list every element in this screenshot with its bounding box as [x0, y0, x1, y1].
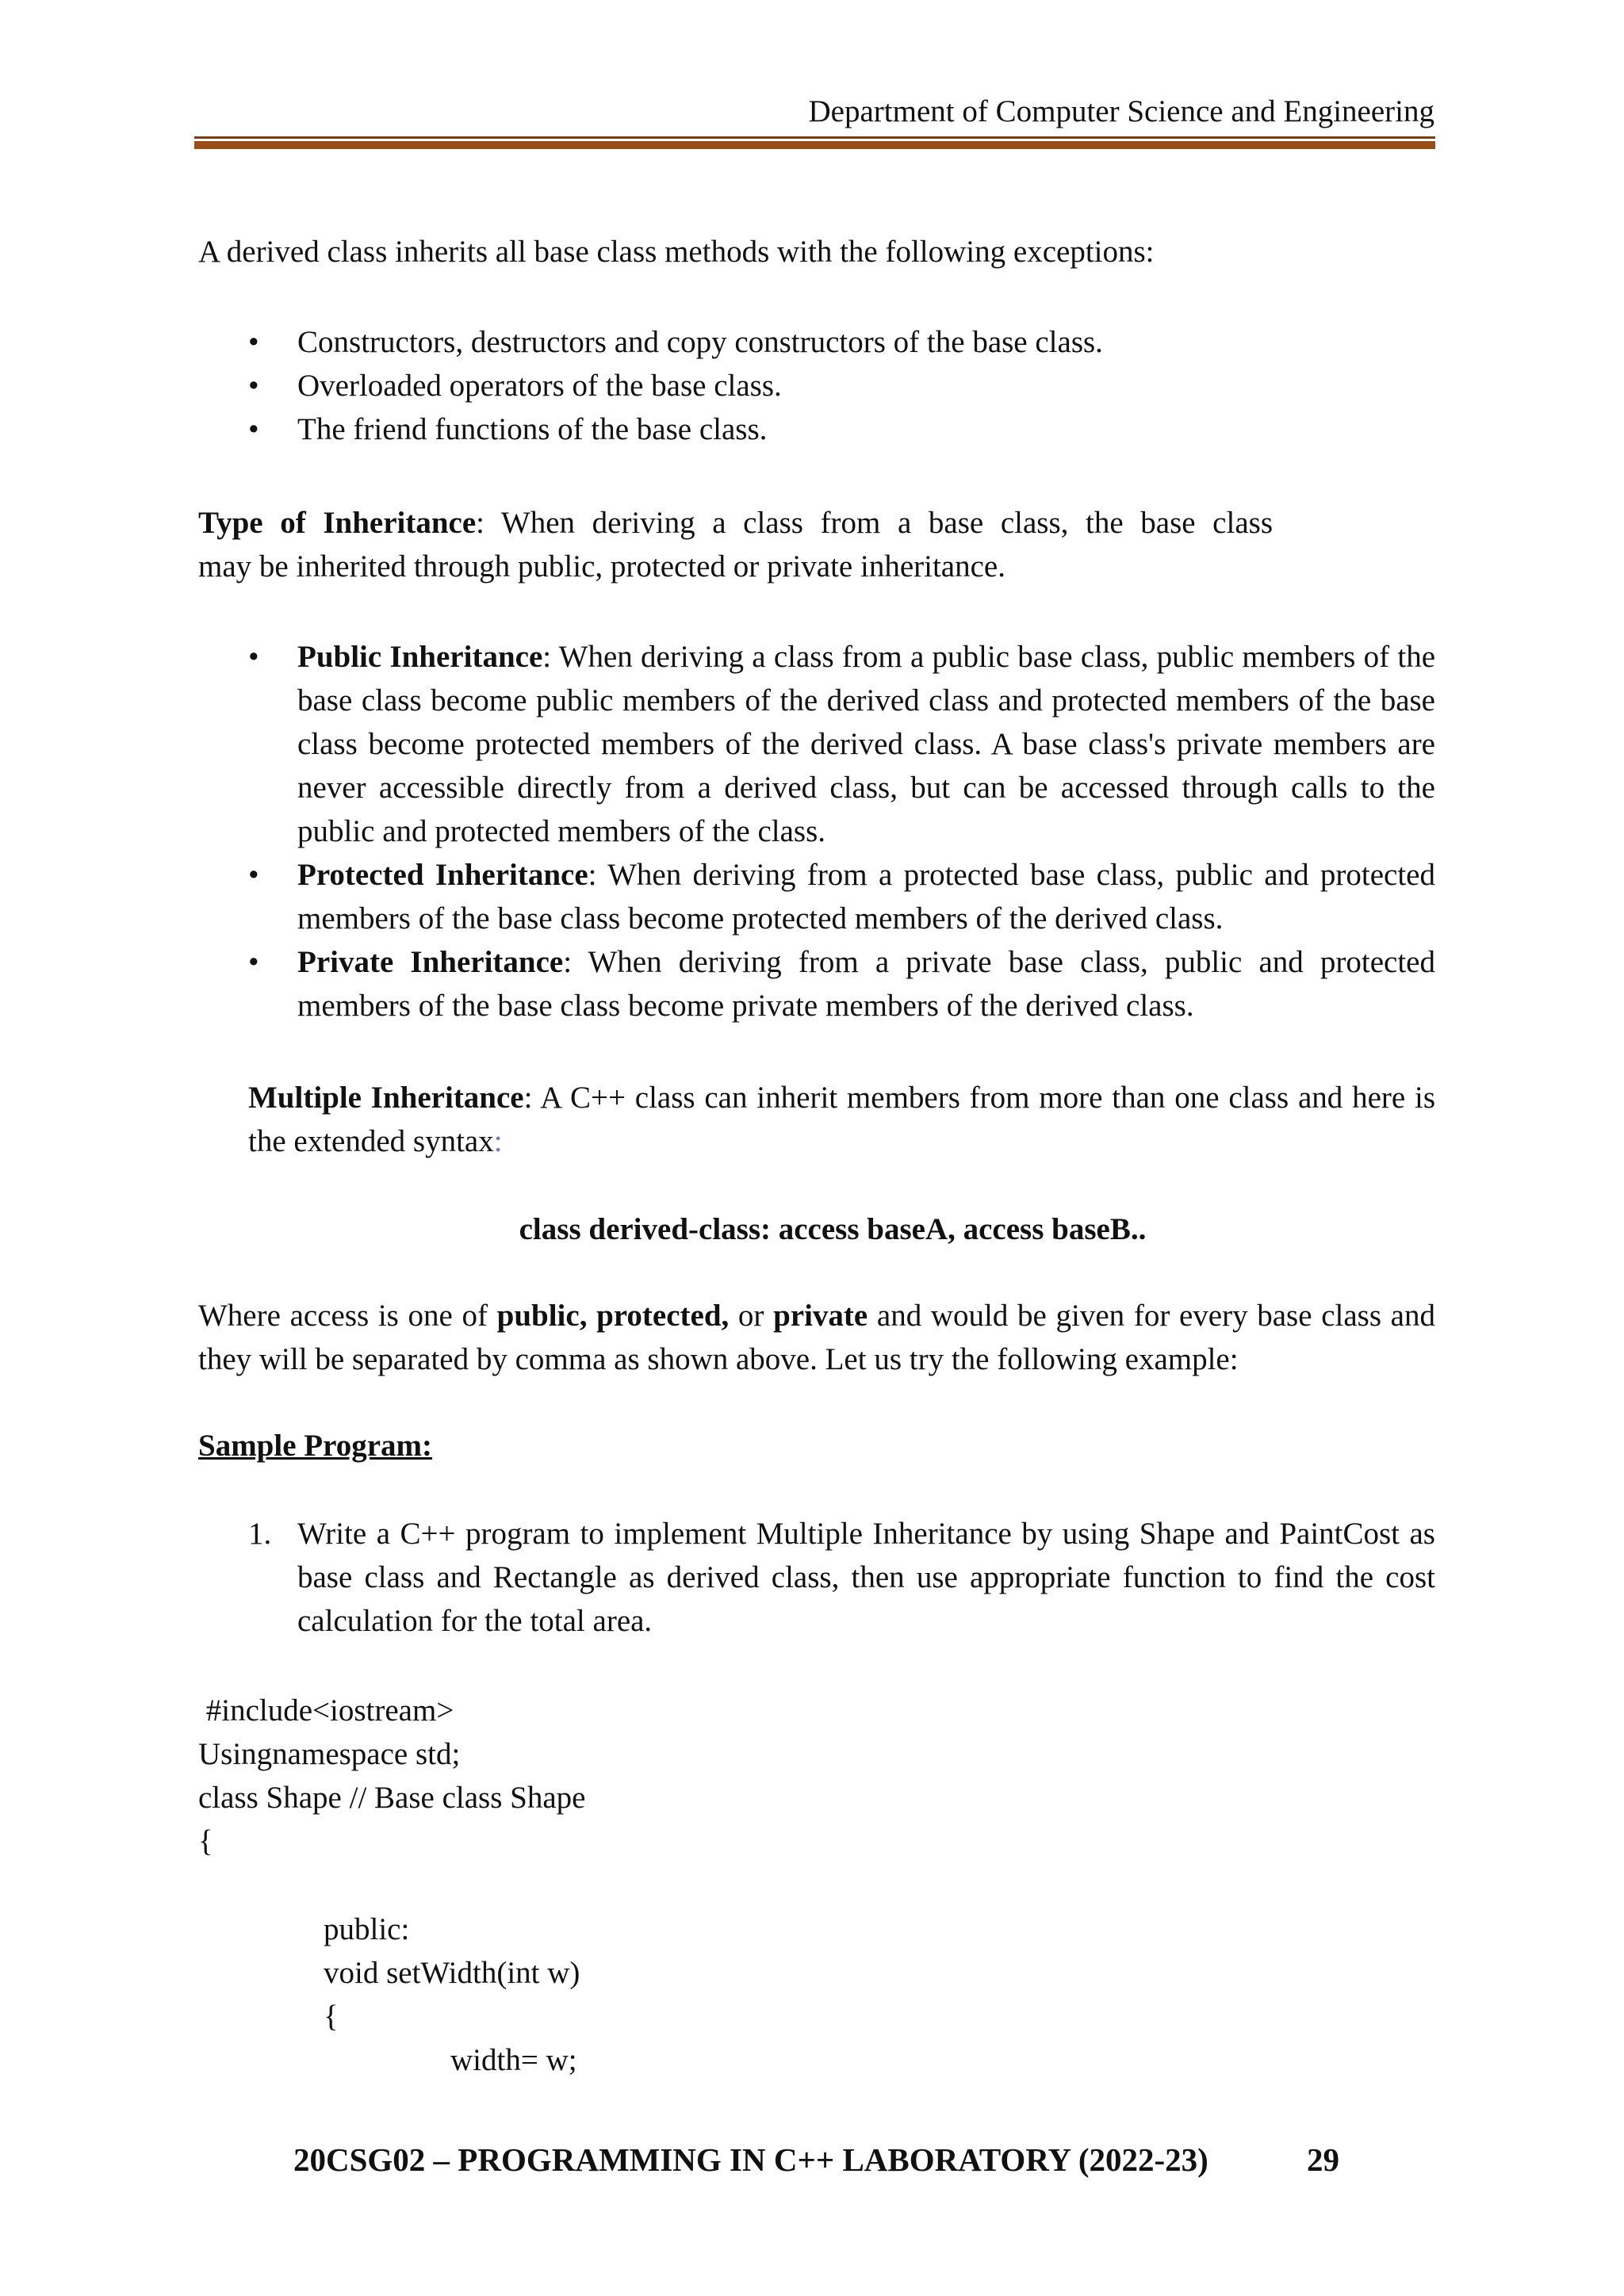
- list-item: • Public Inheritance: When deriving a class from a public base class, public members of the base class become public members of the derived class and protected members of the base class become protected members of the derived class. A base class's private members are never accessible directly from a derived class, but can be accessed through calls to the public and protected members of the class.: [297, 635, 1435, 853]
- code-line: public:: [324, 1912, 410, 1946]
- code-line: class Shape // Base class Shape: [198, 1781, 586, 1815]
- footer-page-number: 29: [1307, 2141, 1339, 2178]
- footer-course-title: 20CSG02 – PROGRAMMING IN C++ LABORATORY (2022-23): [293, 2141, 1208, 2178]
- code-line: width= w;: [450, 2043, 577, 2077]
- code-line: #include<iostream>: [198, 1693, 454, 1728]
- bullet-icon: •: [248, 640, 259, 674]
- multiple-inheritance-paragraph: Multiple Inheritance: A C++ class can inherit members from more than one class and here is the extended syntax:: [248, 1081, 1435, 1158]
- header-rule-thick: [194, 141, 1435, 149]
- exceptions-list: [248, 320, 1435, 451]
- code-line: {: [324, 1999, 339, 2034]
- code-line: void setWidth(int w): [324, 1956, 580, 1990]
- type-of-inheritance-line2: may be inherited through public, protected or private inheritance.: [198, 549, 1005, 584]
- code-line: Usingnamespace std;: [198, 1737, 461, 1771]
- bullet-icon: •: [248, 858, 259, 892]
- inheritance-types-list: [248, 635, 1435, 1027]
- sample-program-heading: Sample Program:: [198, 1429, 432, 1463]
- where-access-paragraph: Where access is one of public, protected, or private and would be given for every base class and they will be separated by comma as shown above. Let us try the following example:: [198, 1299, 1435, 1376]
- question-number: 1.: [248, 1517, 272, 1551]
- list-item: • Overloaded operators of the base class.: [297, 364, 1435, 408]
- list-item: • Protected Inheritance: When deriving from a protected base class, public and protected members of the base class become protected members of the derived class.: [297, 853, 1435, 940]
- code-line: {: [198, 1824, 213, 1858]
- list-item: • Private Inheritance: When deriving from a private base class, public and protected members of the base class become private members of the derived class.: [297, 940, 1435, 1027]
- question-text: Write a C++ program to implement Multiple Inheritance by using Shape and PaintCost as base class and Rectangle as derived class, then use appropriate function to find the cost calculation for the total area.: [297, 1517, 1435, 1638]
- list-item: • Constructors, destructors and copy constructors of the base class.: [297, 320, 1435, 364]
- bullet-icon: •: [248, 369, 259, 403]
- bullet-icon: •: [248, 325, 259, 359]
- syntax-line: class derived-class: access baseA, access baseB..: [519, 1212, 1147, 1246]
- bullet-icon: •: [248, 945, 259, 979]
- page-header-department: Department of Computer Science and Engineering: [808, 94, 1434, 128]
- bullet-icon: •: [248, 412, 259, 446]
- type-of-inheritance-line1: Type of Inheritance: When deriving a class from a base class, the base class: [198, 506, 1273, 540]
- header-rule-thin: [194, 136, 1435, 139]
- intro-paragraph: A derived class inherits all base class methods with the following exceptions:: [198, 235, 1155, 269]
- list-item: • The friend functions of the base class.: [297, 408, 1435, 451]
